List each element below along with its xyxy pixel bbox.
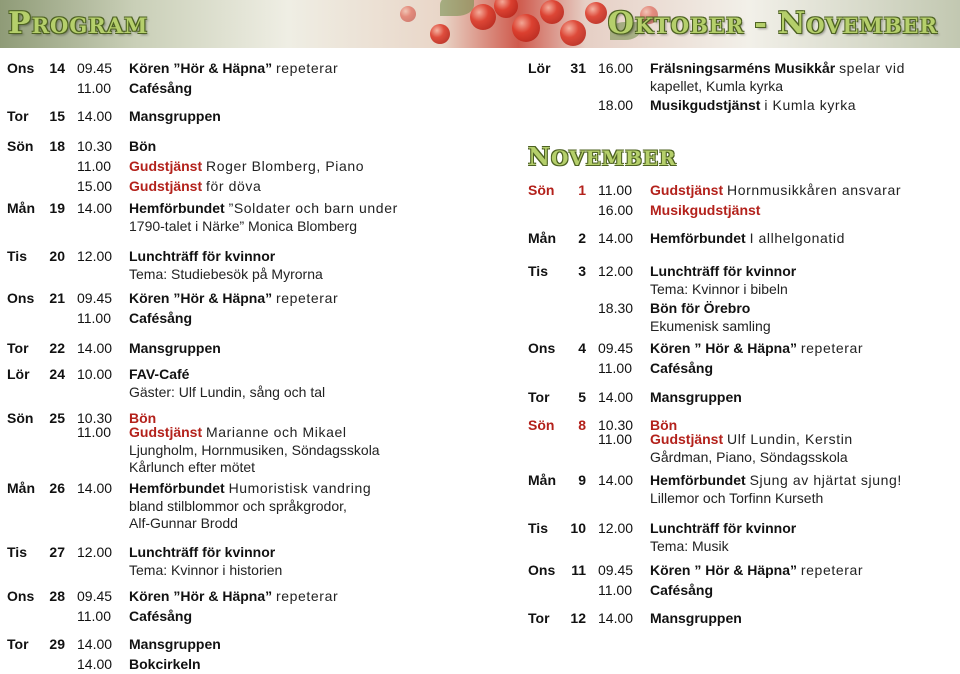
event-line: [650, 58, 960, 78]
event-line: [650, 560, 960, 580]
event-time: 18.30: [598, 300, 634, 316]
day-name: Tis: [528, 520, 548, 536]
day-number: 11: [571, 562, 586, 578]
event-text: [650, 560, 960, 580]
event-description: Sjung av hjärtat sjung!: [749, 472, 902, 488]
period-title: OKTOBER - NOVEMBER: [607, 6, 938, 41]
day-number: 8: [578, 417, 586, 433]
event-time: 14.00: [77, 636, 113, 652]
event-line: [650, 338, 960, 358]
event-description: repeterar: [276, 588, 339, 604]
event-time: 14.00: [598, 610, 634, 626]
event-description: Hornmusikkåren ansvarar: [727, 182, 902, 198]
event-title: Musikgudstjänst: [650, 97, 761, 113]
event-text: [650, 470, 960, 507]
event-time: 10.30: [77, 410, 113, 426]
event-time: 10.00: [77, 366, 113, 382]
day-number: 31: [570, 60, 586, 76]
november-heading: NOVEMBER: [528, 142, 677, 171]
event-line: [650, 387, 960, 407]
event-time: 14.00: [598, 472, 634, 488]
event-title: Gudstjänst: [650, 431, 724, 447]
day-name: Sön: [528, 182, 555, 198]
day-name: Tor: [528, 389, 550, 405]
event-line: [129, 478, 509, 498]
event-line: [650, 261, 960, 281]
event-detail: Alf-Gunnar Brodd: [129, 515, 238, 531]
event-time: 10.30: [77, 138, 113, 154]
event-time: 09.45: [77, 290, 113, 306]
event-description: spelar vid: [839, 60, 905, 76]
event-title: Mansgruppen: [129, 108, 221, 124]
event-text: [650, 58, 960, 95]
event-text: [129, 136, 509, 156]
event-text: [650, 228, 960, 248]
day-number: 21: [49, 290, 65, 306]
day-name: Tor: [7, 340, 29, 356]
event-text: [129, 198, 509, 235]
event-title: Cafésång: [650, 582, 714, 598]
day-number: 9: [578, 472, 586, 488]
event-detail: 1790-talet i Närke” Monica Blomberg: [129, 218, 357, 234]
event-line: [129, 308, 509, 328]
event-line: [129, 78, 509, 98]
event-title: Cafésång: [650, 360, 714, 376]
event-line: [650, 429, 960, 449]
event-detail: Lillemor och Torfinn Kurseth: [650, 490, 824, 506]
day-number: 18: [49, 138, 65, 154]
day-name: Sön: [528, 417, 555, 433]
event-line: [650, 95, 960, 115]
day-name: Lör: [528, 60, 551, 76]
event-text: [650, 429, 960, 466]
day-name: Tis: [7, 544, 27, 560]
event-line: [129, 338, 509, 358]
event-text: [129, 542, 509, 579]
event-text: [129, 246, 509, 283]
event-description: Humoristisk vandring: [228, 480, 372, 496]
event-title: Mansgruppen: [650, 389, 742, 405]
event-line: [650, 470, 960, 490]
event-time: 16.00: [598, 202, 634, 218]
event-time: 11.00: [77, 608, 111, 624]
event-detail: Gäster: Ulf Lundin, sång och tal: [129, 384, 326, 400]
event-text: [650, 387, 960, 407]
event-detail: Ljungholm, Hornmusiken, Söndagsskola: [129, 442, 380, 458]
event-text: [129, 106, 509, 126]
berry-decoration: [400, 6, 416, 22]
event-description: Roger Blomberg, Piano: [206, 158, 365, 174]
event-time: 11.00: [598, 431, 632, 447]
day-name: Ons: [7, 290, 35, 306]
day-name: Tor: [7, 636, 29, 652]
event-detail: kapellet, Kumla kyrka: [650, 78, 784, 94]
event-time: 14.00: [598, 389, 634, 405]
event-line: [650, 358, 960, 378]
event-title: Musikgudstjänst: [650, 202, 761, 218]
event-line: [650, 608, 960, 628]
event-time: 11.00: [77, 158, 111, 174]
event-time: 12.00: [77, 544, 113, 560]
event-title: Lunchträff för kvinnor: [650, 263, 797, 279]
event-time: 11.00: [598, 582, 632, 598]
event-time: 09.45: [598, 562, 634, 578]
day-number: 19: [49, 200, 65, 216]
event-time: 09.45: [77, 588, 113, 604]
event-line: [129, 198, 509, 218]
event-line: [129, 364, 509, 384]
event-title: Mansgruppen: [129, 636, 221, 652]
event-title: Frälsningsarméns Musikkår: [650, 60, 836, 76]
event-title: Lunchträff för kvinnor: [129, 248, 276, 264]
event-detail: Tema: Kvinnor i bibeln: [650, 281, 788, 297]
event-time: 12.00: [598, 263, 634, 279]
day-name: Mån: [7, 200, 35, 216]
event-line: [650, 298, 960, 318]
event-line: [129, 106, 509, 126]
event-time: 12.00: [77, 248, 113, 264]
day-number: 24: [49, 366, 65, 382]
event-title: Lunchträff för kvinnor: [650, 520, 797, 536]
day-name: Ons: [7, 588, 35, 604]
event-text: [650, 298, 960, 335]
day-number: 4: [578, 340, 586, 356]
day-name: Mån: [528, 230, 556, 246]
event-detail: Ekumenisk samling: [650, 318, 771, 334]
event-text: [129, 156, 509, 176]
event-title: Bön: [129, 410, 157, 426]
event-text: [129, 338, 509, 358]
day-number: 29: [49, 636, 65, 652]
day-name: Ons: [528, 562, 556, 578]
event-detail: Kårlunch efter mötet: [129, 459, 256, 475]
berry-decoration: [560, 20, 586, 46]
event-time: 09.45: [598, 340, 634, 356]
day-number: 3: [578, 263, 586, 279]
day-name: Sön: [7, 138, 34, 154]
event-text: [129, 634, 509, 654]
event-detail: Tema: Musik: [650, 538, 729, 554]
day-number: 2: [578, 230, 586, 246]
event-time: 14.00: [77, 656, 113, 672]
event-title: Hemförbundet: [650, 472, 746, 488]
event-description: i Kumla kyrka: [764, 97, 857, 113]
event-line: [129, 288, 509, 308]
day-number: 27: [49, 544, 65, 560]
event-title: Kören ” Hör & Häpna”: [650, 340, 798, 356]
day-number: 26: [49, 480, 65, 496]
event-title: Bön för Örebro: [650, 300, 751, 316]
event-line: [650, 228, 960, 248]
day-number: 10: [570, 520, 586, 536]
event-title: Kören ”Hör & Häpna”: [129, 290, 273, 306]
event-title: Lunchträff för kvinnor: [129, 544, 276, 560]
day-number: 28: [49, 588, 65, 604]
berry-decoration: [430, 24, 450, 44]
day-number: 22: [49, 340, 65, 356]
day-number: 20: [49, 248, 65, 264]
event-time: 11.00: [77, 310, 111, 326]
day-name: Tor: [7, 108, 29, 124]
event-title: Hemförbundet: [129, 480, 225, 496]
event-line: [129, 586, 509, 606]
event-text: [129, 654, 509, 674]
day-number: 1: [578, 182, 586, 198]
event-title: Bokcirkeln: [129, 656, 201, 672]
day-name: Tis: [528, 263, 548, 279]
day-name: Tis: [7, 248, 27, 264]
day-number: 15: [49, 108, 65, 124]
event-time: 11.00: [598, 360, 632, 376]
event-time: 11.00: [77, 424, 111, 440]
event-description: Marianne och Mikael: [206, 424, 347, 440]
event-title: Bön: [650, 417, 678, 433]
event-detail: Tema: Kvinnor i historien: [129, 562, 283, 578]
event-text: [129, 78, 509, 98]
event-time: 14.00: [598, 230, 634, 246]
event-description: för döva: [206, 178, 262, 194]
event-detail: Gårdman, Piano, Söndagsskola: [650, 449, 848, 465]
event-text: [650, 180, 960, 200]
day-name: Lör: [7, 366, 30, 382]
event-line: [650, 580, 960, 600]
event-description: repeterar: [276, 290, 339, 306]
event-time: 16.00: [598, 60, 634, 76]
event-time: 12.00: [598, 520, 634, 536]
day-name: Ons: [528, 340, 556, 356]
berry-decoration: [540, 0, 564, 24]
day-number: 25: [49, 410, 65, 426]
event-text: [129, 364, 509, 401]
event-text: [129, 586, 509, 606]
event-time: 11.00: [77, 80, 111, 96]
event-line: [129, 156, 509, 176]
event-text: [129, 606, 509, 626]
event-text: [650, 580, 960, 600]
event-line: [129, 654, 509, 674]
event-title: Kören ”Hör & Häpna”: [129, 588, 273, 604]
day-name: Tor: [528, 610, 550, 626]
day-name: Ons: [7, 60, 35, 76]
event-time: 18.00: [598, 97, 634, 113]
event-text: [650, 608, 960, 628]
event-title: Mansgruppen: [650, 610, 742, 626]
event-text: [129, 288, 509, 308]
event-description: repeterar: [800, 340, 864, 356]
leaf-decoration: [440, 0, 474, 16]
event-line: [650, 518, 960, 538]
berry-decoration: [512, 14, 540, 42]
event-text: [129, 308, 509, 328]
event-text: [129, 422, 509, 476]
event-title: Kören ” Hör & Häpna”: [650, 562, 798, 578]
day-name: Sön: [7, 410, 34, 426]
event-title: Cafésång: [129, 608, 193, 624]
berry-decoration: [494, 0, 518, 18]
event-text: [129, 176, 509, 196]
event-text: [650, 518, 960, 555]
event-description: I allhelgonatid: [749, 230, 845, 246]
event-title: Gudstjänst: [650, 182, 724, 198]
event-time: 14.00: [77, 480, 113, 496]
event-title: FAV-Café: [129, 366, 190, 382]
event-line: [129, 634, 509, 654]
page-title: PROGRAM: [8, 6, 149, 41]
event-line: [129, 176, 509, 196]
event-text: [129, 478, 509, 532]
event-line: [129, 422, 509, 442]
event-title: Hemförbundet: [650, 230, 746, 246]
event-time: 15.00: [77, 178, 113, 194]
event-title: Mansgruppen: [129, 340, 221, 356]
event-line: [129, 606, 509, 626]
event-description: Ulf Lundin, Kerstin: [727, 431, 853, 447]
event-description: ”Soldater och barn under: [228, 200, 398, 216]
event-title: Kören ”Hör & Häpna”: [129, 60, 273, 76]
day-number: 14: [49, 60, 65, 76]
event-detail: Tema: Studiebesök på Myrorna: [129, 266, 323, 282]
event-title: Cafésång: [129, 80, 193, 96]
event-text: [129, 58, 509, 78]
event-title: Gudstjänst: [129, 178, 203, 194]
event-title: Hemförbundet: [129, 200, 225, 216]
berry-decoration: [585, 2, 607, 24]
event-text: [650, 261, 960, 298]
event-title: Bön: [129, 138, 157, 154]
event-time: 11.00: [598, 182, 632, 198]
day-name: Mån: [7, 480, 35, 496]
event-title: Cafésång: [129, 310, 193, 326]
event-time: 14.00: [77, 108, 113, 124]
event-detail: bland stilblommor och språkgrodor,: [129, 498, 347, 514]
event-title: Gudstjänst: [129, 424, 203, 440]
event-title: Gudstjänst: [129, 158, 203, 174]
event-time: 14.00: [77, 340, 113, 356]
header-banner: [0, 0, 960, 48]
event-time: 10.30: [598, 417, 634, 433]
event-line: [650, 200, 960, 220]
event-text: [650, 200, 960, 220]
day-number: 5: [578, 389, 586, 405]
event-time: 09.45: [77, 60, 113, 76]
day-name: Mån: [528, 472, 556, 488]
event-time: 14.00: [77, 200, 113, 216]
event-text: [650, 358, 960, 378]
day-number: 12: [570, 610, 586, 626]
event-line: [129, 58, 509, 78]
event-text: [650, 95, 960, 115]
event-line: [129, 246, 509, 266]
event-description: repeterar: [276, 60, 339, 76]
event-line: [650, 180, 960, 200]
berry-decoration: [470, 4, 496, 30]
event-description: repeterar: [800, 562, 864, 578]
event-text: [650, 338, 960, 358]
event-line: [129, 136, 509, 156]
event-line: [129, 542, 509, 562]
